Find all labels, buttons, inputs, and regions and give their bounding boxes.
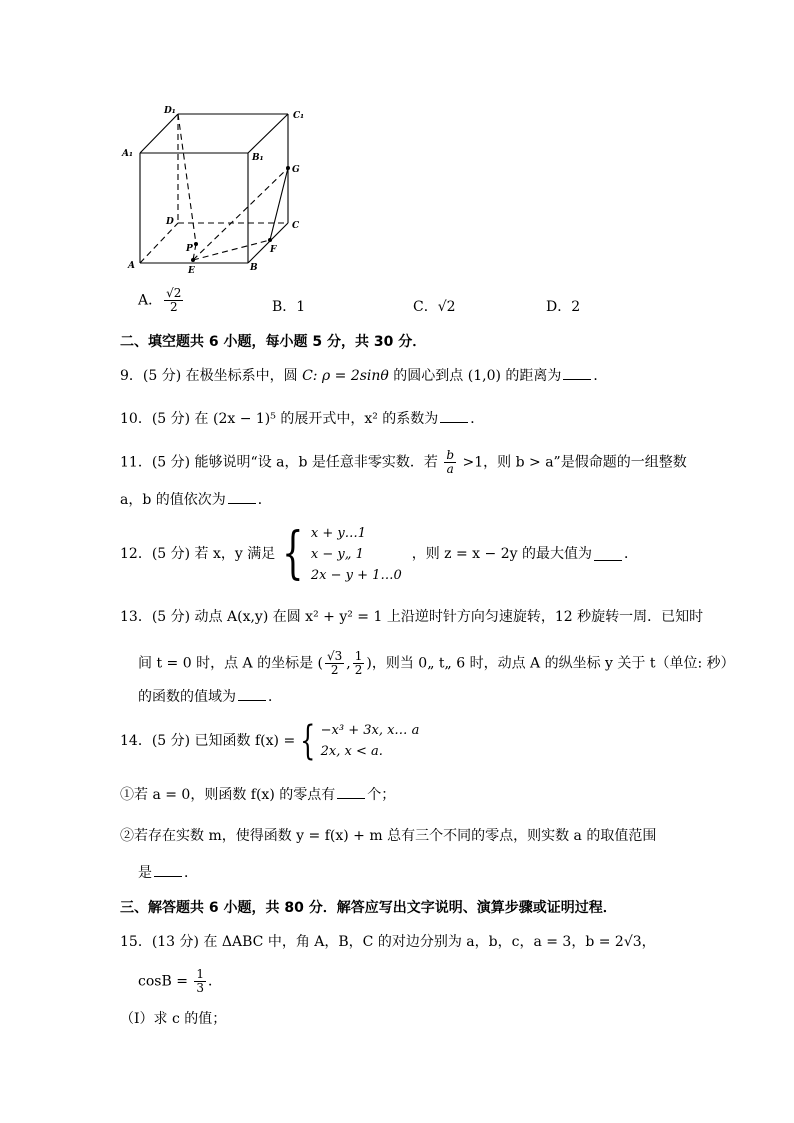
answer-blank[interactable]	[337, 786, 365, 799]
section-3-heading: 三、解答题共 6 小题，共 80 分．解答应写出文字说明、演算步骤或证明过程．	[120, 900, 617, 916]
question-11-line2: a，b 的值依次为 ．	[120, 492, 272, 508]
question-13: 13．(5 分) 动点 A(x,y) 在圆 x² + y² = 1 上沿逆时针方向匀速旋转，12 秒旋转一周．已知时	[120, 609, 704, 625]
label-C: C	[292, 221, 300, 231]
label-B1: B₁	[252, 153, 264, 163]
answer-blank[interactable]	[594, 548, 622, 561]
section-2-heading: 二、填空题共 6 小题，每小题 5 分，共 30 分．	[120, 334, 427, 350]
question-14-part2-cont: 是 ．	[138, 865, 198, 881]
label-A1: A₁	[122, 149, 133, 159]
question-14-part1: ①若 a = 0，则函数 f(x) 的零点有 个；	[120, 787, 396, 803]
label-G: G	[292, 165, 300, 175]
q8-option-c: C．√2	[413, 299, 456, 315]
label-F: F	[270, 245, 277, 255]
answer-blank[interactable]	[440, 410, 468, 423]
answer-blank[interactable]	[228, 491, 256, 504]
question-9: 9．(5 分) 在极坐标系中，圆 C: ρ = 2sinθ 的圆心到点 (1,0) 的距离为 ．	[120, 368, 608, 384]
question-15-line2: cosB = $\frac{1}{3}$ ．	[138, 967, 223, 995]
answer-blank[interactable]	[154, 864, 182, 877]
question-13-line2: 间 t = 0 时，点 A 的坐标是 ( $\frac{√3}{2}$ , $\frac{1}{2}$ )，则当 0„ t„ 6 时，动点 A 的纵坐标 y 关于 t（单位: 秒）	[138, 649, 735, 677]
label-D: D	[166, 217, 174, 227]
label-B: B	[250, 263, 258, 273]
label-P: P	[186, 244, 193, 254]
piecewise-function: { −x³ + 3x, x… a 2x, x < a.	[300, 718, 420, 764]
question-15: 15．(13 分) 在 ΔABC 中，角 A，B，C 的对边分别为 a，b，c，a = 3，b = 2√3，	[120, 934, 656, 950]
q8-option-a: A． $\frac{√2}{2}$	[138, 286, 182, 314]
constraint-system: { x + y…1 x − y„ 1 2x − y + 1…0	[282, 521, 402, 586]
question-12: 12．(5 分) 若 x，y 满足 { x + y…1 x − y„ 1 2x − y + 1…0 ，则 z = x − 2y 的最大值为 ．	[120, 521, 638, 586]
point-P	[194, 242, 198, 246]
cube-figure	[118, 98, 318, 288]
label-A: A	[128, 261, 135, 271]
answer-blank[interactable]	[238, 688, 266, 701]
label-D1: D₁	[164, 106, 176, 116]
answer-blank[interactable]	[563, 367, 591, 380]
question-14-part2: ②若存在实数 m，使得函数 y = f(x) + m 总有三个不同的零点，则实数 a 的取值范围	[120, 828, 657, 844]
label-E: E	[188, 266, 195, 276]
q8-option-b: B．1	[272, 299, 306, 315]
question-11: 11．(5 分) 能够说明“设 a，b 是任意非零实数．若 $\frac{b}{a}$ >1，则 b > a”是假命题的一组整数	[120, 448, 687, 476]
q8-option-d: D．2	[546, 299, 581, 315]
label-C1: C₁	[293, 111, 305, 121]
question-14: 14．(5 分) 已知函数 f(x) = { −x³ + 3x, x… a 2x, x < a.	[120, 718, 420, 764]
question-13-line3: 的函数的值域为 ．	[138, 689, 282, 705]
question-15-part1: （Ⅰ）求 c 的值；	[120, 1011, 227, 1027]
point-F	[268, 238, 272, 242]
question-10: 10．(5 分) 在 (2x − 1)⁵ 的展开式中，x² 的系数为 ．	[120, 411, 485, 427]
point-E	[191, 258, 195, 262]
point-G	[286, 166, 290, 170]
